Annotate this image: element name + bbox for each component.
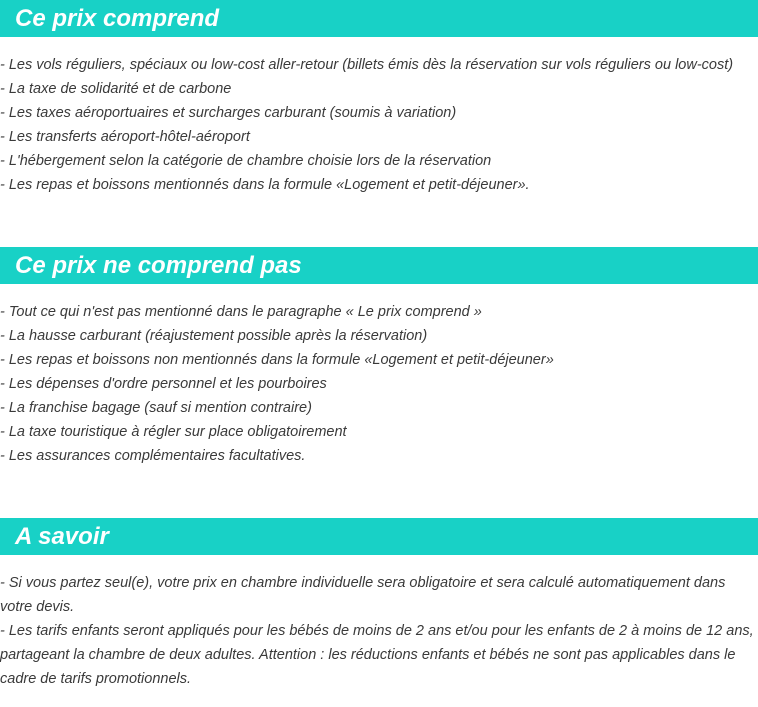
section-title: A savoir [15,523,109,550]
list-item: - Les dépenses d'ordre personnel et les pourboires [0,376,327,392]
included-list [0,53,758,197]
list-item: - La taxe touristique à régler sur place obligatoirement [0,424,347,440]
not-included-list [0,300,758,468]
list-item: - Les transferts aéroport-hôtel-aéroport [0,129,250,145]
section-title: Ce prix ne comprend pas [15,252,302,279]
list-item: - Les repas et boissons non mentionnés dans la formule «Logement et petit-déjeuner» [0,352,554,368]
section-header-not-included [0,247,758,284]
list-item: - Les vols réguliers, spéciaux ou low-cost aller-retour (billets émis dès la réservation sur vols réguliers ou low-cost) [0,57,734,73]
list-item: - L'hébergement selon la catégorie de chambre choisie lors de la réservation [0,153,492,169]
list-item: - Les tarifs enfants seront appliqués pour les bébés de moins de 2 ans et/ou pour les enfants de 2 à moins de 12 ans, partageant la chambre de deux adultes. Attention : les réductions enfants et bébés ne sont pas applicables dans le cadre de tarifs promotionnels. [0,623,754,687]
section-header-good-to-know [0,518,758,555]
list-item: - Les taxes aéroportuaires et surcharges carburant (soumis à variation) [0,105,457,121]
section-title: Ce prix comprend [15,5,220,32]
list-item: - Si vous partez seul(e), votre prix en chambre individuelle sera obligatoire et sera calculé automatiquement dans votre devis. [0,575,726,615]
good-to-know-list [0,571,758,691]
list-item: - La taxe de solidarité et de carbone [0,81,232,97]
list-item: - La franchise bagage (sauf si mention contraire) [0,400,312,416]
list-item: - Tout ce qui n'est pas mentionné dans le paragraphe « Le prix comprend » [0,304,482,320]
list-item: - La hausse carburant (réajustement possible après la réservation) [0,328,428,344]
list-item: - Les assurances complémentaires facultatives. [0,448,306,464]
section-header-included [0,0,758,37]
list-item: - Les repas et boissons mentionnés dans la formule «Logement et petit-déjeuner». [0,177,530,193]
